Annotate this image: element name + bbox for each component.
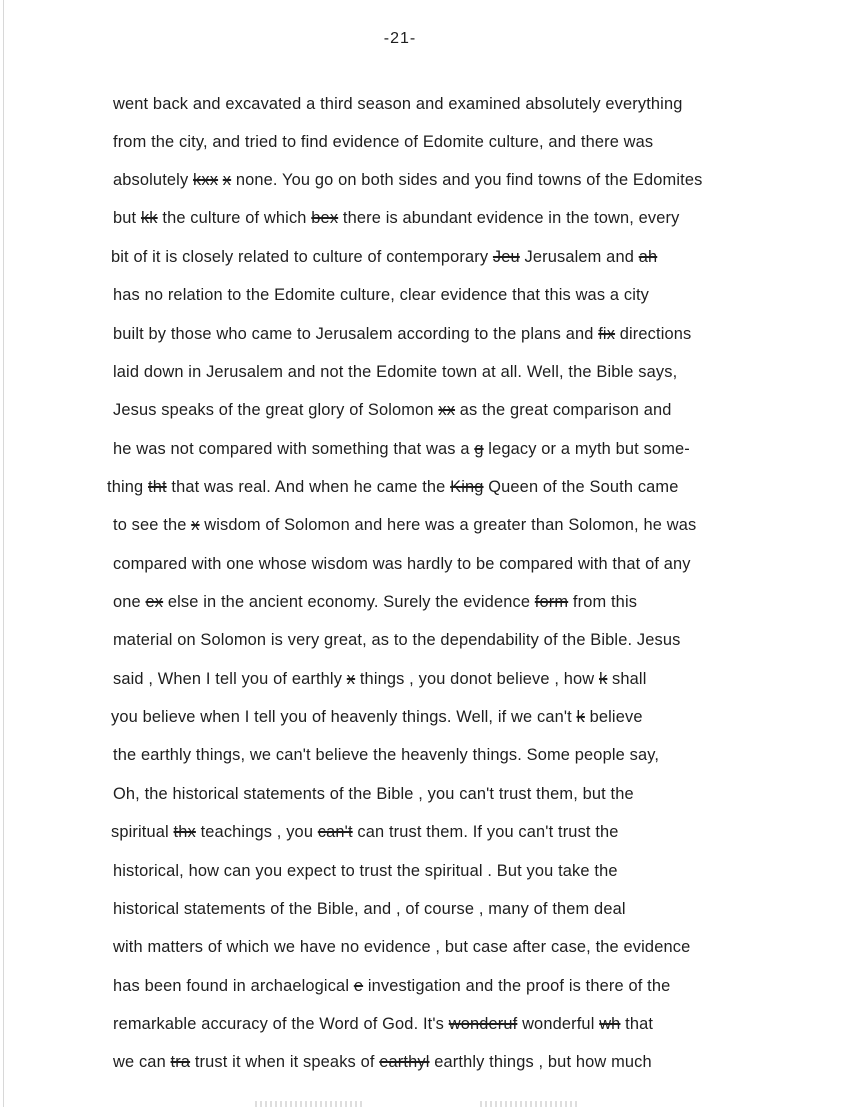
scan-smudge	[255, 1101, 365, 1107]
struck-text: can't	[317, 823, 353, 841]
struck-text: earthyl	[379, 1053, 430, 1071]
text-line: absolutely kxx x none. You go on both sides and you find towns of the Edomites	[113, 171, 703, 189]
text-line: you believe when I tell you of heavenly things. Well, if we can't k believe	[111, 708, 643, 726]
struck-text: fix	[598, 325, 616, 343]
text-line: but kk the culture of which bex there is abundant evidence in the town, every	[113, 209, 680, 227]
text-line: spiritual thx teachings , you can't can trust them. If you can't trust the	[111, 823, 619, 841]
struck-text: x	[191, 516, 200, 534]
text-line: one ex else in the ancient economy. Surely the evidence form from this	[113, 593, 638, 611]
struck-text: kk	[140, 209, 158, 227]
text-line: compared with one whose wisdom was hardly to be compared with that of any	[113, 555, 691, 573]
struck-text: thx	[173, 823, 196, 841]
text-line: went back and excavated a third season and examined absolutely everything	[113, 95, 683, 113]
scan-edge-line	[3, 0, 4, 1107]
text-line: bit of it is closely related to culture of contemporary Jeu Jerusalem and ah	[111, 248, 658, 266]
text-line: to see the x wisdom of Solomon and here was a greater than Solomon, he was	[113, 516, 697, 534]
page-number: -21-	[383, 30, 417, 47]
struck-text: k	[576, 708, 585, 726]
struck-text: ah	[638, 248, 658, 266]
text-line: laid down in Jerusalem and not the Edomite town at all. Well, the Bible says,	[113, 363, 678, 381]
struck-text: Jeu	[492, 248, 520, 266]
struck-text: wonderuf	[448, 1015, 518, 1033]
struck-text: k	[598, 670, 608, 688]
struck-text: ex	[145, 593, 164, 611]
struck-text: x	[222, 171, 232, 189]
struck-text: kxx	[193, 171, 219, 189]
struck-text: King	[450, 478, 484, 496]
struck-text: tra	[170, 1053, 191, 1071]
struck-text: x	[346, 670, 356, 688]
text-line: remarkable accuracy of the Word of God. It's wonderuf wonderful wh that	[113, 1015, 654, 1033]
struck-text: bex	[311, 209, 339, 227]
text-line: thing tht that was real. And when he came the King Queen of the South came	[107, 478, 679, 496]
struck-text: e	[353, 977, 364, 995]
struck-text: g	[474, 440, 484, 458]
text-line: with matters of which we have no evidence , but case after case, the evidence	[113, 938, 691, 956]
text-line: from the city, and tried to find evidence of Edomite culture, and there was	[113, 133, 654, 151]
text-line: historical, how can you expect to trust the spiritual . But you take the	[113, 862, 618, 880]
text-line: built by those who came to Jerusalem according to the plans and fix directions	[113, 325, 692, 343]
scan-smudge	[480, 1101, 580, 1107]
text-line: the earthly things, we can't believe the heavenly things. Some people say,	[113, 746, 660, 764]
struck-text: tht	[148, 478, 167, 496]
struck-text: form	[534, 593, 569, 611]
text-line: we can tra trust it when it speaks of earthyl earthly things , but how much	[113, 1053, 652, 1071]
text-line: material on Solomon is very great, as to the dependability of the Bible. Jesus	[113, 631, 681, 649]
text-line: has no relation to the Edomite culture, clear evidence that this was a city	[113, 286, 650, 304]
text-line: has been found in archaelogical e investigation and the proof is there of the	[113, 977, 671, 995]
text-line: Oh, the historical statements of the Bible , you can't trust them, but the	[113, 785, 634, 803]
text-line: historical statements of the Bible, and , of course , many of them deal	[113, 900, 626, 918]
text-line: Jesus speaks of the great glory of Solomon xx as the great comparison and	[113, 401, 672, 419]
text-line: said , When I tell you of earthly x things , you donot believe , how k shall	[113, 670, 647, 688]
struck-text: xx	[438, 401, 456, 419]
struck-text: wh	[599, 1015, 621, 1033]
text-line: he was not compared with something that was a g legacy or a myth but some-	[113, 440, 690, 458]
